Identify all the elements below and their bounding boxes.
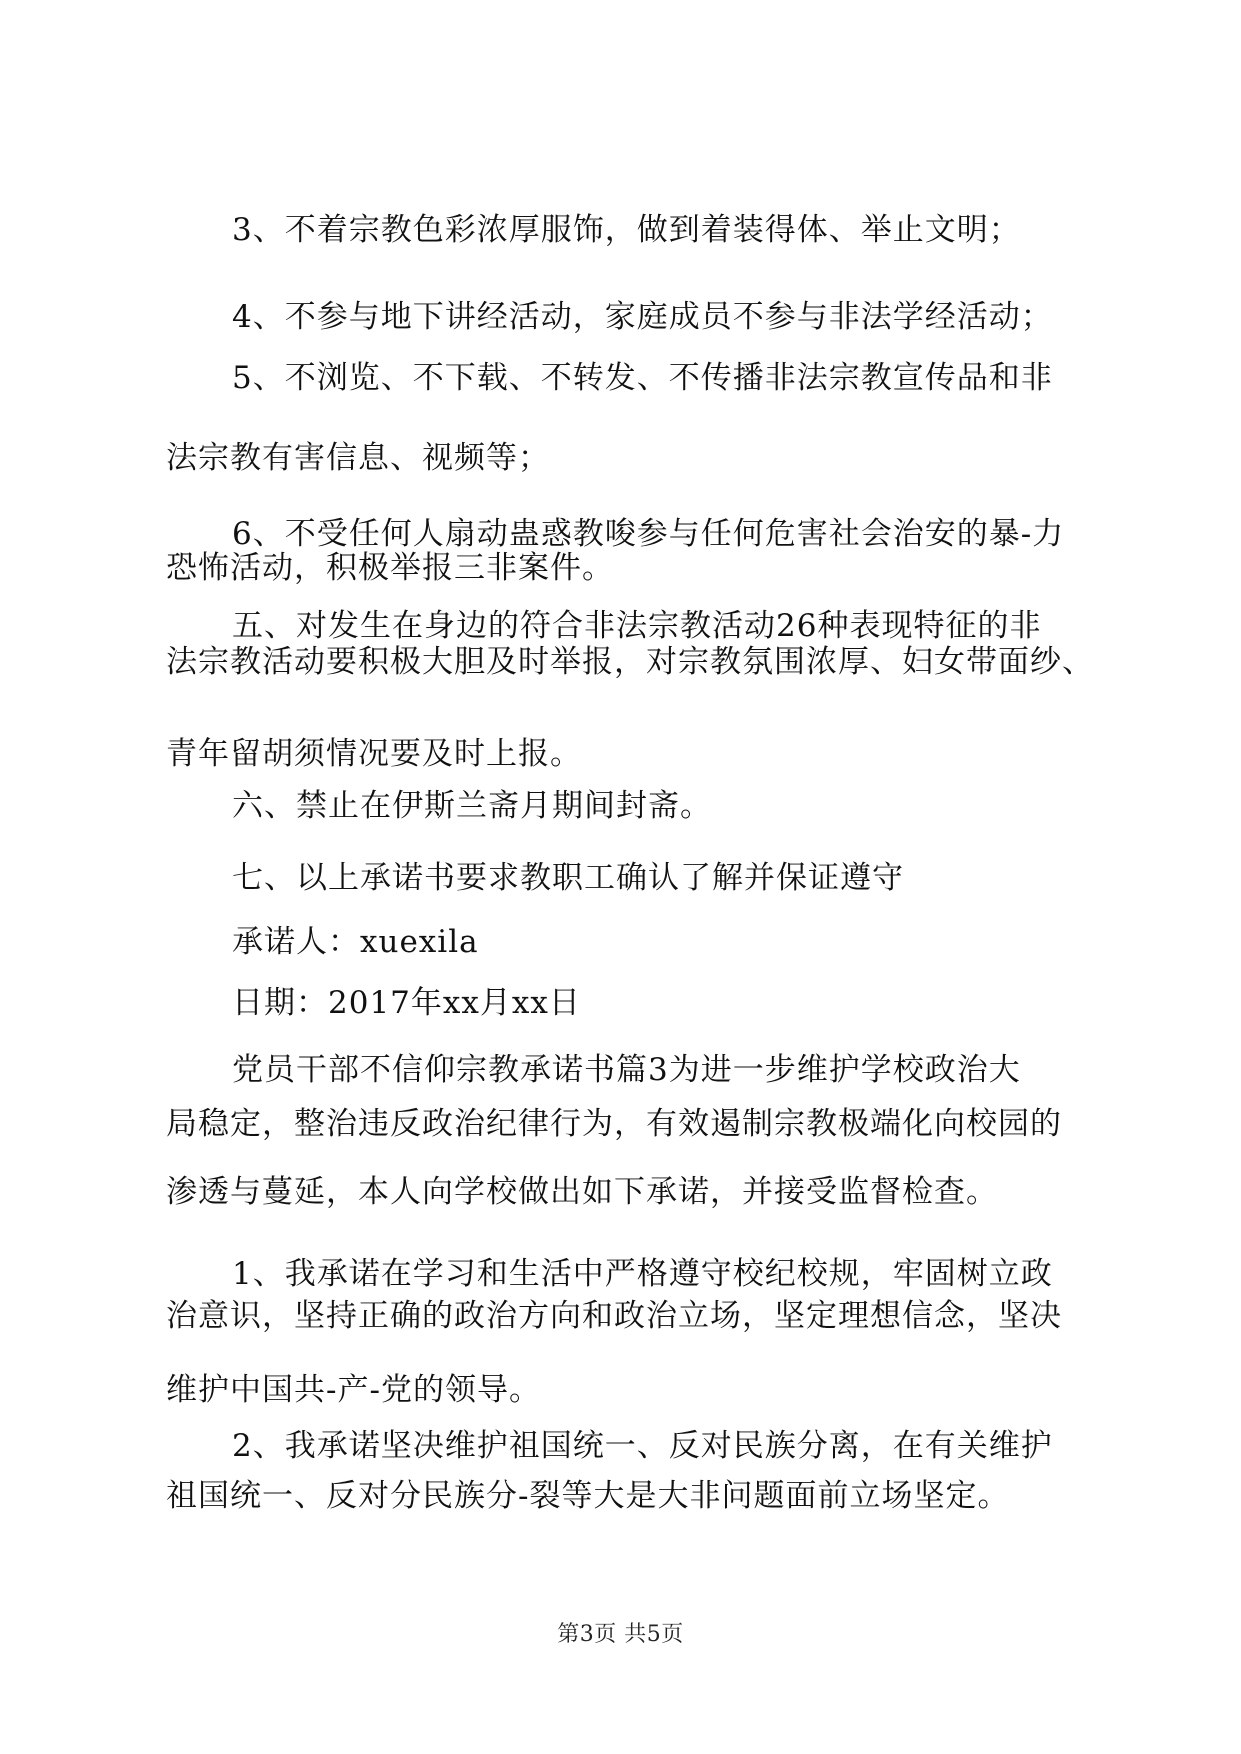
paragraph-line: 渗透与蔓延，本人向学校做出如下承诺，并接受监督检查。 xyxy=(166,1174,998,1210)
paragraph-line: 治意识，坚持正确的政治方向和政治立场，坚定理想信念，坚决 xyxy=(166,1298,1062,1334)
paragraph-line: 日期：2017年xx月xx日 xyxy=(232,985,581,1021)
paragraph-line: 3、不着宗教色彩浓厚服饰，做到着装得体、举止文明； xyxy=(232,212,1021,248)
paragraph-line: 法宗教有害信息、视频等； xyxy=(166,440,550,476)
paragraph-line: 七、以上承诺书要求教职工确认了解并保证遵守 xyxy=(232,860,904,896)
paragraph-line: 党员干部不信仰宗教承诺书篇3为进一步维护学校政治大 xyxy=(232,1052,1021,1088)
paragraph-line: 承诺人：xuexila xyxy=(232,924,479,960)
paragraph-line: 5、不浏览、不下载、不转发、不传播非法宗教宣传品和非 xyxy=(232,360,1053,396)
paragraph-line: 五、对发生在身边的符合非法宗教活动26种表现特征的非 xyxy=(232,608,1042,644)
paragraph-line: 2、我承诺坚决维护祖国统一、反对民族分离，在有关维护 xyxy=(232,1428,1053,1464)
paragraph-line: 4、不参与地下讲经活动，家庭成员不参与非法学经活动； xyxy=(232,299,1053,335)
paragraph-line: 6、不受任何人扇动蛊惑教唆参与任何危害社会治安的暴-力 xyxy=(232,516,1065,552)
paragraph-line: 祖国统一、反对分民族分-裂等大是大非问题面前立场坚定。 xyxy=(166,1478,1010,1514)
paragraph-line: 法宗教活动要积极大胆及时举报，对宗教氛围浓厚、妇女带面纱、 xyxy=(166,644,1094,680)
paragraph-line: 1、我承诺在学习和生活中严格遵守校纪校规，牢固树立政 xyxy=(232,1256,1053,1292)
paragraph-line: 维护中国共-产-党的领导。 xyxy=(166,1372,541,1408)
paragraph-line: 局稳定，整治违反政治纪律行为，有效遏制宗教极端化向校园的 xyxy=(166,1106,1062,1142)
paragraph-line: 青年留胡须情况要及时上报。 xyxy=(166,736,582,772)
page-footer: 第3页 共5页 xyxy=(557,1622,684,1647)
paragraph-line: 恐怖活动，积极举报三非案件。 xyxy=(166,550,614,586)
paragraph-line: 六、禁止在伊斯兰斋月期间封斋。 xyxy=(232,788,712,824)
